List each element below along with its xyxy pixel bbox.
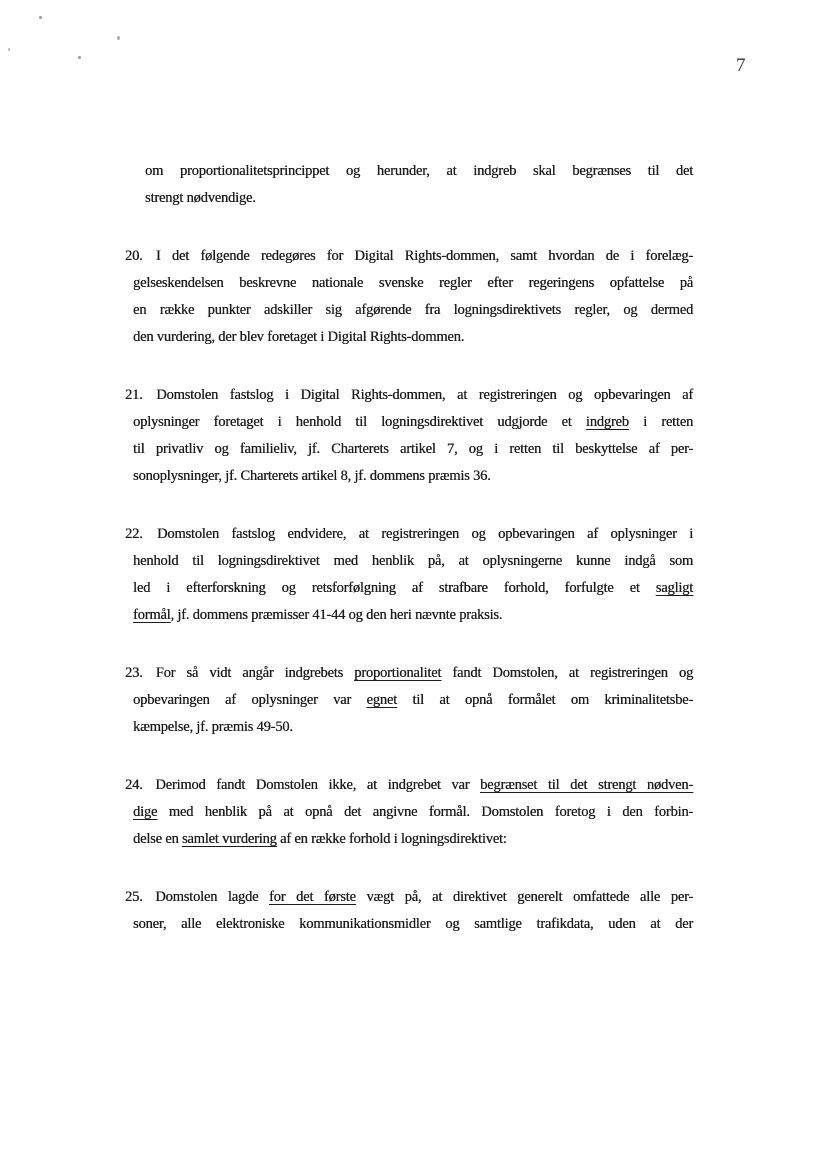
text-line (125, 772, 693, 799)
text-line (125, 521, 693, 548)
text-segment: til at opnå formålet om kriminalitetsbe- (396, 692, 693, 708)
document-body (0, 158, 828, 938)
text-segment: delse en (133, 831, 182, 847)
underlined-text: egnet (366, 692, 397, 708)
underlined-text: sagligt (655, 580, 693, 596)
underlined-text: indgreb (585, 414, 629, 430)
text-line (133, 911, 693, 938)
text-segment: strengt nødvendige. (145, 190, 256, 206)
text-line (133, 575, 693, 602)
text-line (133, 463, 693, 490)
text-line (133, 548, 693, 575)
text-line (133, 687, 693, 714)
numbered-paragraph (125, 243, 693, 351)
paragraph-number: 20. (125, 248, 143, 264)
text-line (133, 826, 693, 853)
text-line (133, 409, 693, 436)
numbered-paragraph (125, 772, 693, 853)
scan-speck (8, 48, 10, 51)
text-segment: til privatliv og familieliv, jf. Charterets artikel 7, og i retten til beskyttelse af per- (133, 441, 693, 457)
continuation-paragraph (145, 158, 693, 212)
paragraph-number: 24. (125, 777, 143, 793)
numbered-paragraph (125, 521, 693, 629)
text-line (133, 324, 693, 351)
text-segment: opbevaringen af oplysninger var (133, 692, 367, 708)
text-segment: soner, alle elektroniske kommunikationsmidler og samtlige trafikdata, uden at der (133, 916, 693, 932)
text-segment: den vurdering, der blev foretaget i Digital Rights-dommen. (133, 329, 465, 345)
paragraph-number: 22. (125, 526, 143, 542)
scan-speck (78, 56, 81, 59)
paragraph-number: 23. (125, 665, 143, 681)
text-line (145, 185, 693, 212)
text-segment: fandt Domstolen, at registreringen og (441, 665, 693, 681)
text-segment: af en række forhold i logningsdirektivet: (276, 831, 507, 847)
text-segment: med henblik på at opnå det angivne formål. Domstolen foretog i den forbin- (157, 804, 693, 820)
text-segment: Domstolen lagde (155, 889, 269, 905)
numbered-paragraph (125, 660, 693, 741)
underlined-text: begrænset til det strengt nødven- (480, 777, 693, 793)
text-segment: oplysninger foretaget i henhold til logningsdirektivet udgjorde et (133, 414, 586, 430)
page-number: 7 (736, 55, 746, 76)
underlined-text: for det første (269, 889, 356, 905)
text-line (125, 884, 693, 911)
text-segment: i retten (628, 414, 693, 430)
text-segment: Domstolen fastslog endvidere, at registreringen og opbevaringen af oplysninger i (157, 526, 693, 542)
text-line (133, 436, 693, 463)
text-segment: Derimod fandt Domstolen ikke, at indgrebet var (155, 777, 481, 793)
text-segment: Domstolen fastslog i Digital Rights-dommen, at registreringen og opbevaringen af (156, 387, 693, 403)
underlined-text: proportionalitet (354, 665, 442, 681)
scan-speck (39, 16, 42, 19)
text-line (145, 158, 693, 185)
text-segment: For så vidt angår indgrebets (155, 665, 355, 681)
text-line (133, 297, 693, 324)
text-segment: led i efterforskning og retsforfølgning af strafbare forhold, forfulgte et (133, 580, 656, 596)
underlined-text: dige (133, 804, 158, 820)
numbered-paragraph (125, 382, 693, 490)
text-segment: , jf. dommens præmisser 41-44 og den heri nævnte praksis. (170, 607, 503, 623)
text-line (133, 799, 693, 826)
text-line (125, 382, 693, 409)
scan-speck (117, 36, 120, 40)
text-segment: henhold til logningsdirektivet med henblik på, at oplysningerne kunne indgå som (133, 553, 693, 569)
paragraph-number: 21. (125, 387, 143, 403)
text-segment: gelseskendelsen beskrevne nationale svenske regler efter regeringens opfattelse på (133, 275, 693, 291)
paragraph-number: 25. (125, 889, 143, 905)
text-segment: vægt på, at direktivet generelt omfattede alle per- (355, 889, 693, 905)
text-line (133, 270, 693, 297)
text-line (133, 602, 693, 629)
text-line (125, 243, 693, 270)
text-line (133, 714, 693, 741)
text-line (125, 660, 693, 687)
underlined-text: samlet vurdering (181, 831, 277, 847)
text-segment: kæmpelse, jf. præmis 49-50. (133, 719, 293, 735)
underlined-text: formål (133, 607, 171, 623)
text-segment: en række punkter adskiller sig afgørende fra logningsdirektivets regler, og dermed (133, 302, 693, 318)
text-segment: om proportionalitetsprincippet og herunder, at indgreb skal begrænses til det (145, 163, 693, 179)
text-segment: sonoplysninger, jf. Charterets artikel 8, jf. dommens præmis 36. (133, 468, 491, 484)
numbered-paragraph (125, 884, 693, 938)
text-segment: I det følgende redegøres for Digital Rights-dommen, samt hvordan de i forelæg- (155, 248, 693, 264)
